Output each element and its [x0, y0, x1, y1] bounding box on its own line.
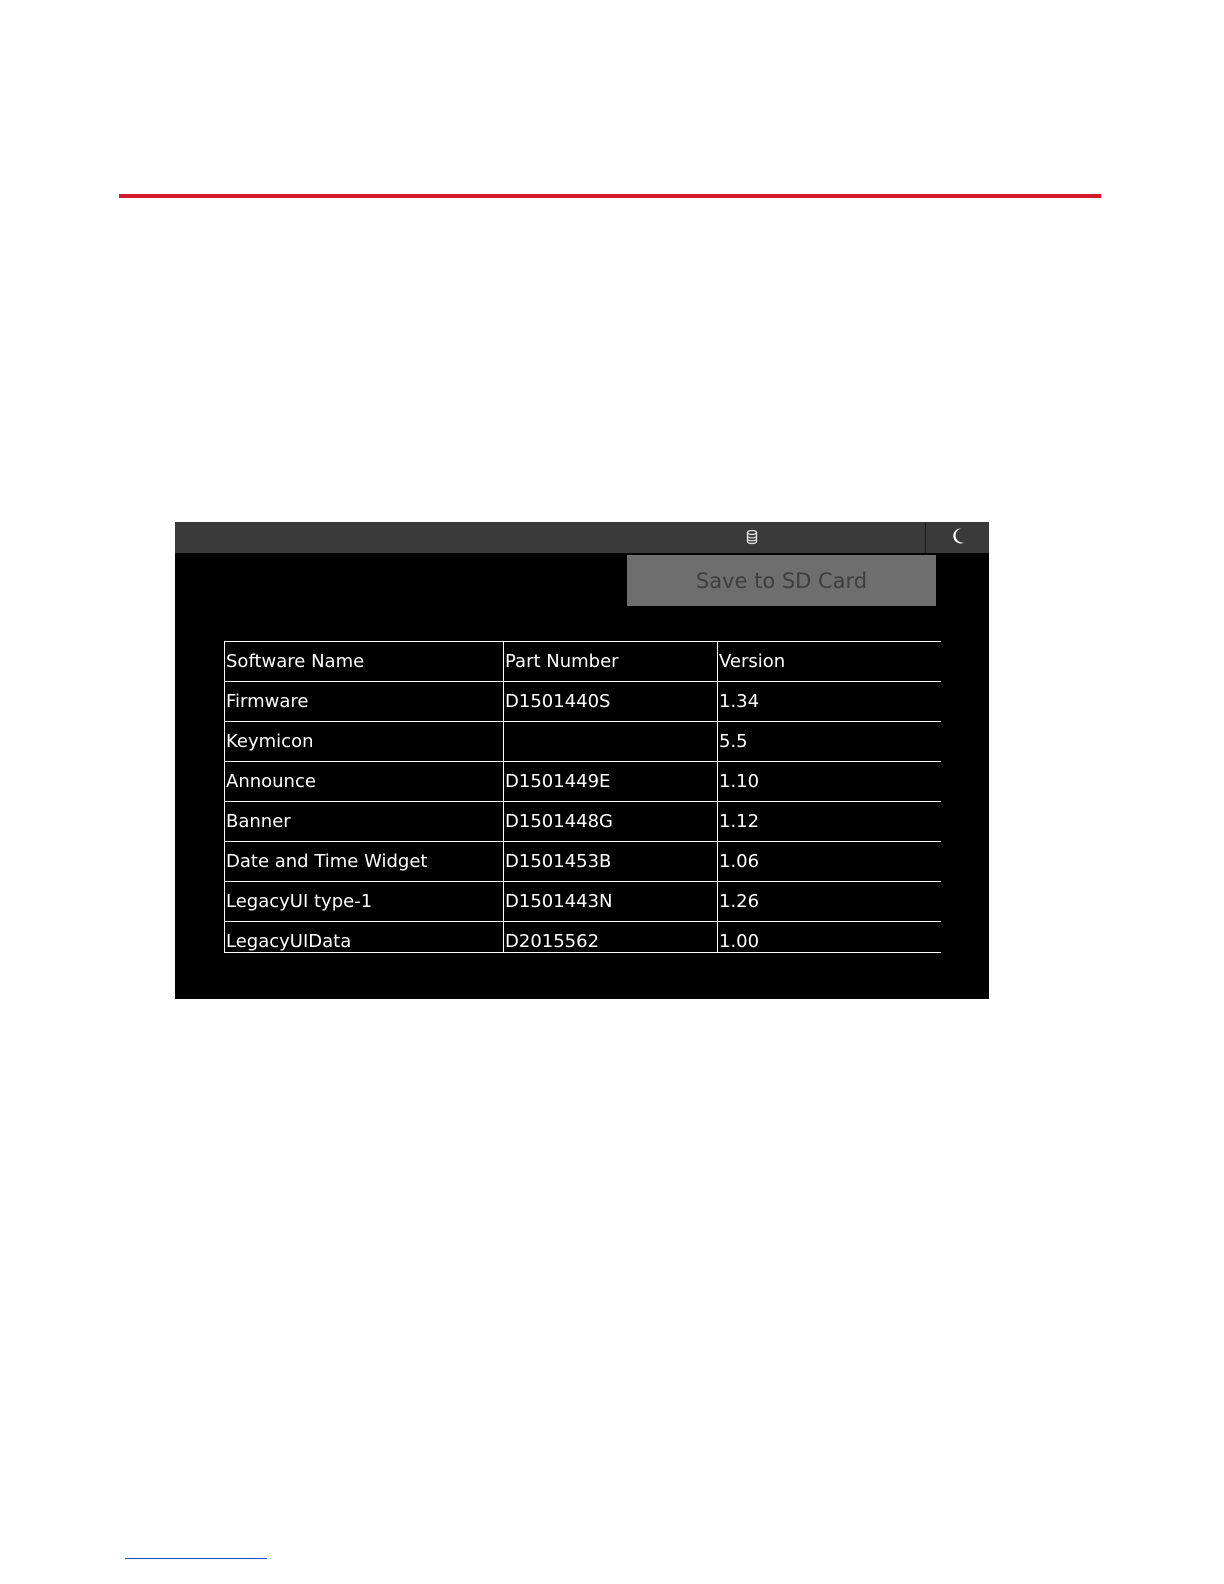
- column-header-software-name: Software Name: [225, 642, 504, 682]
- software-name-cell: Keymicon: [225, 722, 504, 762]
- table-row: [225, 922, 942, 954]
- table-header-row: [225, 642, 942, 682]
- part-number-cell: D1501440S: [504, 682, 718, 722]
- column-header-part-number: Part Number: [504, 642, 718, 682]
- version-cell: 1.06: [718, 842, 942, 882]
- table-row: [225, 842, 942, 882]
- part-number-cell: [504, 722, 718, 762]
- save-to-sd-card-button[interactable]: Save to SD Card: [627, 555, 936, 606]
- version-cell: 1.00: [718, 922, 942, 954]
- table-row: [225, 682, 942, 722]
- column-header-version: Version: [718, 642, 942, 682]
- software-name-cell: LegacyUIData: [225, 922, 504, 954]
- header-rule: [119, 194, 1101, 198]
- sd-card-icon: [746, 529, 758, 545]
- software-name-cell: Banner: [225, 802, 504, 842]
- software-name-cell: Announce: [225, 762, 504, 802]
- table-row: [225, 762, 942, 802]
- status-bar: [175, 522, 989, 553]
- device-screen: [175, 522, 989, 999]
- software-version-table: [224, 641, 941, 953]
- table-row: [225, 882, 942, 922]
- version-cell: 5.5: [718, 722, 942, 762]
- energy-saver-button[interactable]: [926, 522, 989, 553]
- part-number-cell: D2015562: [504, 922, 718, 954]
- table-row: [225, 802, 942, 842]
- software-name-cell: Date and Time Widget: [225, 842, 504, 882]
- footnote-rule: [125, 1558, 267, 1559]
- software-version-table-container[interactable]: [224, 641, 941, 953]
- version-cell: 1.12: [718, 802, 942, 842]
- part-number-cell: D1501453B: [504, 842, 718, 882]
- software-name-cell: Firmware: [225, 682, 504, 722]
- part-number-cell: D1501448G: [504, 802, 718, 842]
- version-cell: 1.34: [718, 682, 942, 722]
- version-cell: 1.26: [718, 882, 942, 922]
- software-name-cell: LegacyUI type-1: [225, 882, 504, 922]
- part-number-cell: D1501443N: [504, 882, 718, 922]
- moon-icon: [950, 527, 966, 549]
- part-number-cell: D1501449E: [504, 762, 718, 802]
- table-row: [225, 722, 942, 762]
- version-cell: 1.10: [718, 762, 942, 802]
